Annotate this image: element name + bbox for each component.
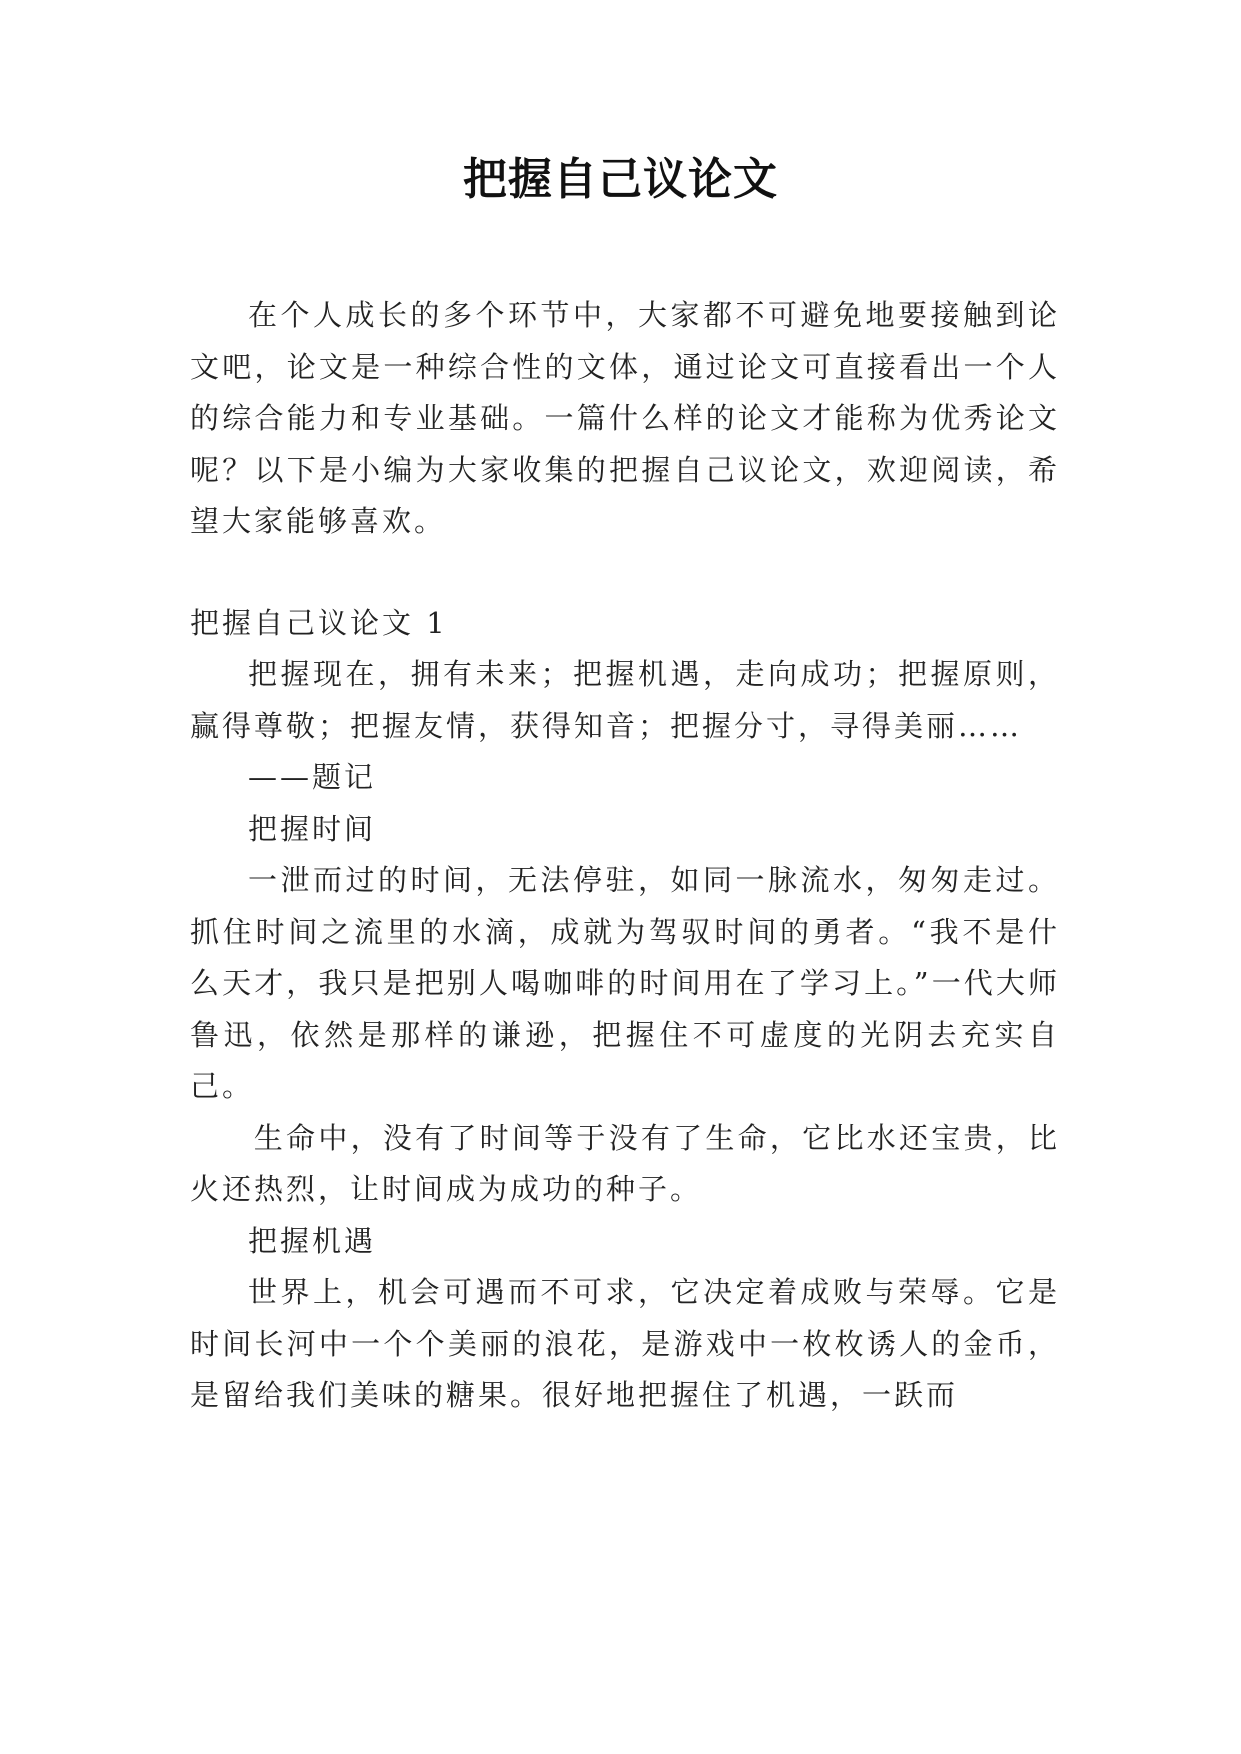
subheading-opportunity: 把握机遇 xyxy=(248,1223,377,1258)
epigraph-attribution: ——题记 xyxy=(248,760,377,794)
body-paragraph: 一泄而过的时间，无法停驻，如同一脉流水，匆匆走过。抓住时间之流里的水滴，成就为驾驭时间的勇者。“我不是什么天才，我只是把别人喝咖啡的时间用在了学习上。”一代大师鲁迅，依然是那样的谦逊，把握住不可虚度的光阴去充实自己。 xyxy=(190,863,1060,1103)
body-paragraph: 世界上，机会可遇而不可求，它决定着成败与荣辱。它是时间长河中一个个美丽的浪花，是游戏中一枚枚诱人的金币，是留给我们美味的糖果。很好地把握住了机遇，一跃而 xyxy=(190,1275,1060,1412)
intro-paragraph: 在个人成长的多个环节中，大家都不可避免地要接触到论文吧，论文是一种综合性的文体，通过论文可直接看出一个人的综合能力和专业基础。一篇什么样的论文才能称为优秀论文呢？以下是小编为大家收集的把握自己议论文，欢迎阅读，希望大家能够喜欢。 xyxy=(190,298,1060,538)
epigraph-paragraph: 把握现在，拥有未来；把握机遇，走向成功；把握原则，赢得尊敬；把握友情，获得知音；把握分寸，寻得美丽…… xyxy=(190,657,1060,743)
body-paragraph: 生命中，没有了时间等于没有了生命，它比水还宝贵，比火还热烈，让时间成为成功的种子。 xyxy=(190,1120,1060,1206)
subheading-time: 把握时间 xyxy=(248,811,377,846)
document-body xyxy=(190,290,1060,1422)
section-gap xyxy=(190,548,1060,598)
section-heading: 把握自己议论文 1 xyxy=(190,605,448,640)
document-title: 把握自己议论文 xyxy=(463,154,778,205)
